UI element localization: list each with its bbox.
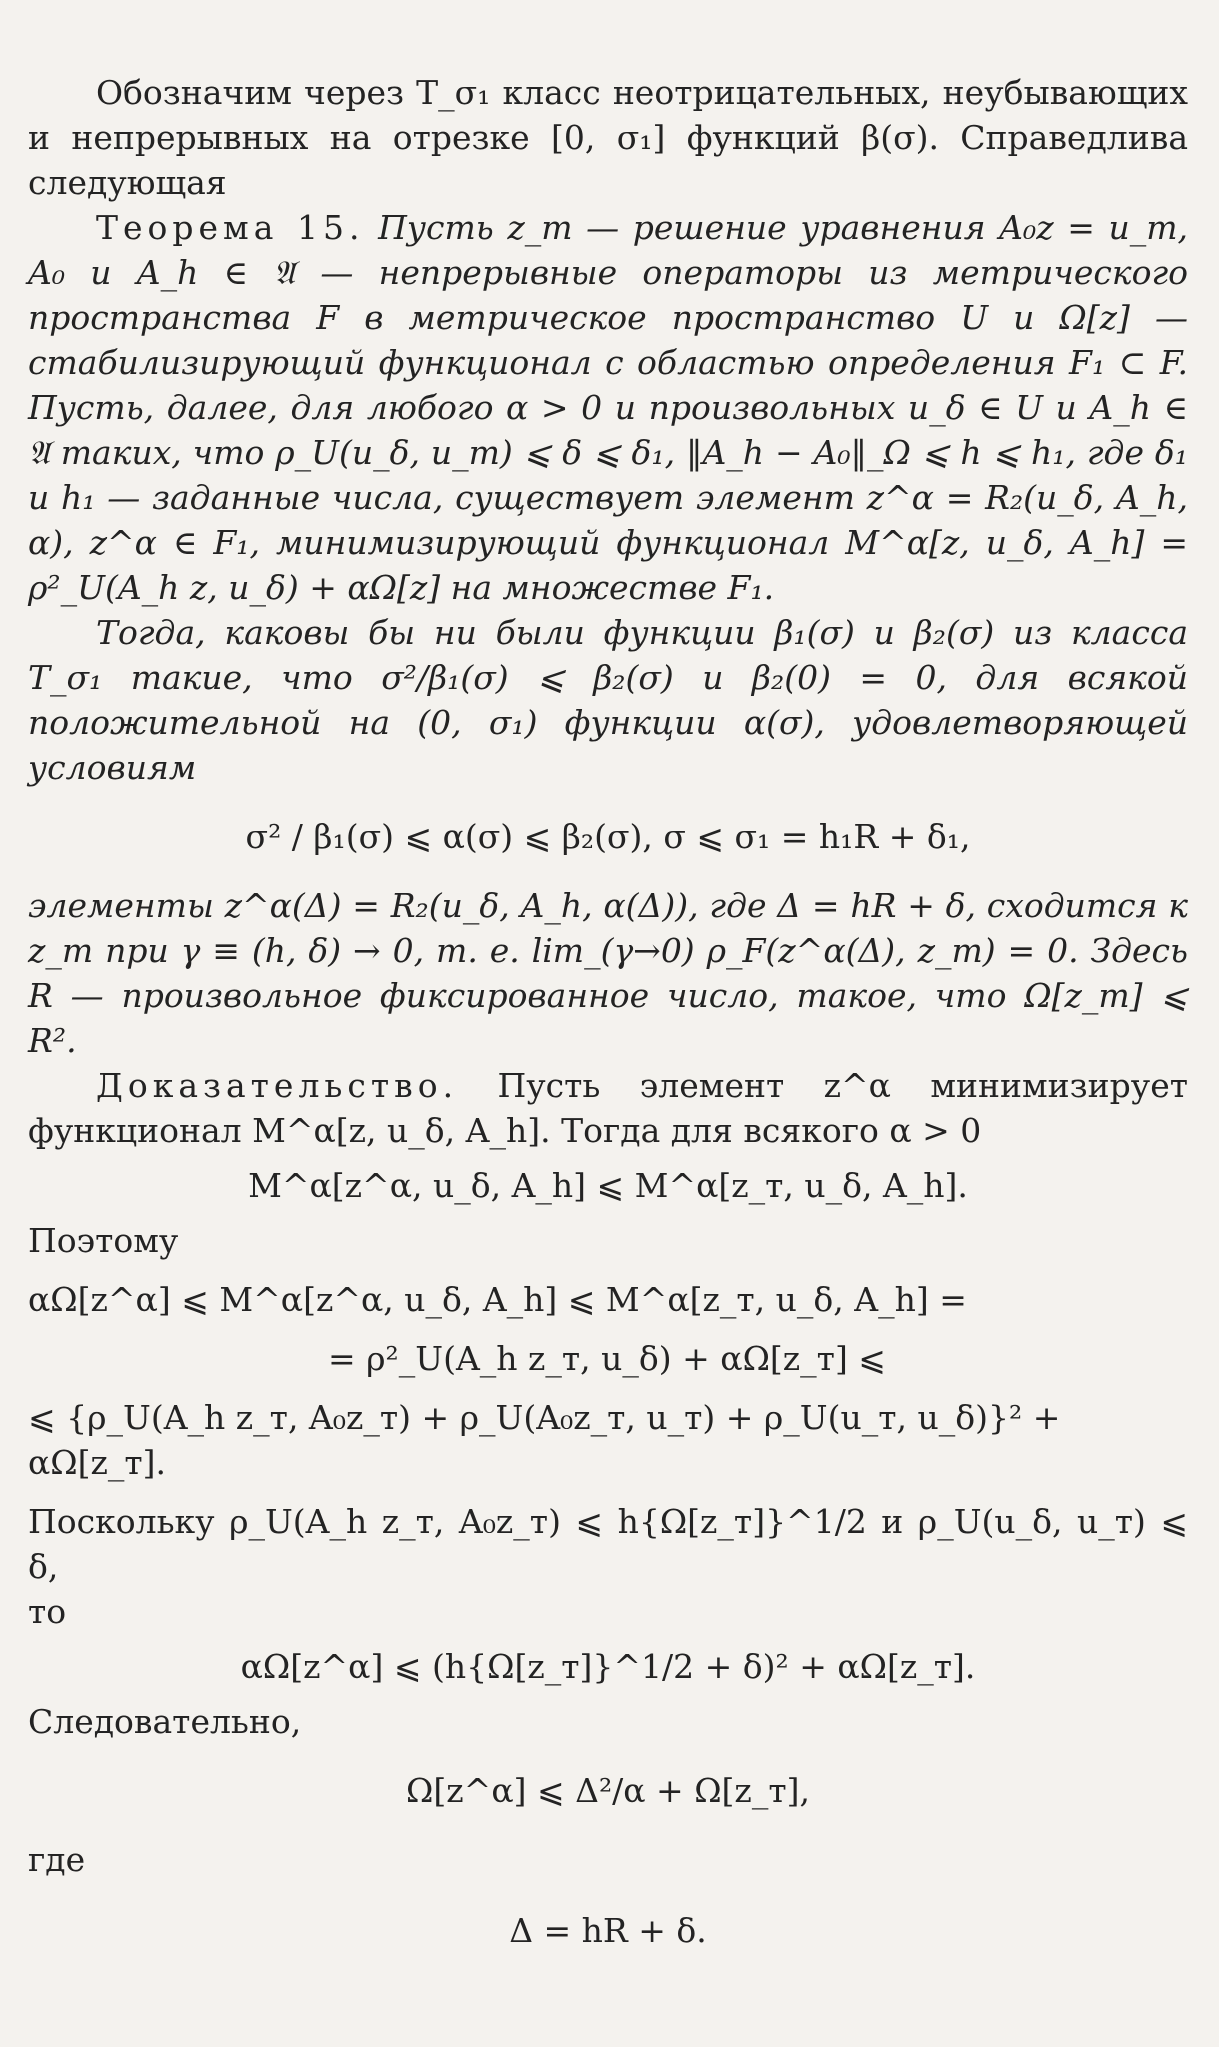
minimization-inequality: M^α[z^α, u_δ, A_h] ⩽ M^α[z_т, u_δ, A_h].	[248, 1166, 968, 1205]
result-formula: Ω[z^α] ⩽ Δ²/α + Ω[z_т],	[406, 1771, 810, 1810]
theorem-statement: Пусть z_т — решение уравнения A₀z = u_т, A₀ и A_h ∈ 𝔄 — непрерывные операторы из метрического пространства F в метрическое пространство U и Ω[z] — стабилизирующий функционал с областью определения F₁ ⊂ F. Пусть, далее, для любого α > 0 и произвольных u_δ ∈ U и A_h ∈ 𝔄 таких, что ρ_U(u_δ, u_т) ⩽ δ ⩽ δ₁, ‖A_h − A₀‖_Ω ⩽ h ⩽ h₁, где δ₁ и h₁ — заданные числа, существует элемент z^α = R₂(u_δ, A_h, α), z^α ∈ F₁, минимизирующий функционал M^α[z, u_δ, A_h] = ρ²_U(A_h z, u_δ) + αΩ[z] на множестве F₁.	[28, 208, 1189, 607]
condition-formula: σ² / β₁(σ) ⩽ α(σ) ⩽ β₂(σ), σ ⩽ σ₁ = h₁R + δ₁,	[245, 817, 971, 856]
inequality-chain-line-2: = ρ²_U(A_h z_т, u_δ) + αΩ[z_т] ⩽	[328, 1339, 886, 1378]
consequently-word: Следовательно,	[28, 1702, 302, 1741]
theorem-heading: Теорема 15.	[96, 208, 365, 247]
delta-definition: Δ = hR + δ.	[509, 1911, 707, 1950]
proof-heading: Доказательство.	[96, 1066, 459, 1105]
convergence-statement: элементы z^α(Δ) = R₂(u_δ, A_h, α(Δ)), где Δ = hR + δ, сходится к z_т при γ ≡ (h, δ) → 0, т. е. lim_(γ→0) ρ_F(z^α(Δ), z_т) = 0. Здесь R — произвольное фиксированное число, такое, что Ω[z_т] ⩽ R².	[28, 886, 1188, 1060]
page-content	[28, 70, 1188, 1953]
proof-paragraph	[28, 1063, 1188, 1153]
theorem-paragraph	[28, 205, 1188, 610]
therefore-word: Поэтому	[28, 1221, 179, 1260]
proof-text: Пусть элемент z^α минимизирует функционал M^α[z, u_δ, A_h]. Тогда для всякого α > 0	[28, 1066, 1188, 1150]
where-word: где	[28, 1840, 86, 1879]
inequality-chain-line-1: αΩ[z^α] ⩽ M^α[z^α, u_δ, A_h] ⩽ M^α[z_т, u_δ, A_h] =	[28, 1280, 967, 1319]
intro-paragraph: Обозначим через T_σ₁ класс неотрицательных, неубывающих и непрерывных на отрезке [0, σ₁] функций β(σ). Справедлива следующая	[28, 73, 1188, 202]
bound-formula: αΩ[z^α] ⩽ (h{Ω[z_т]}^1/2 + δ)² + αΩ[z_т].	[240, 1647, 976, 1686]
inequality-chain-line-3: ⩽ {ρ_U(A_h z_т, A₀z_т) + ρ_U(A₀z_т, u_т) + ρ_U(u_т, u_δ)}² + αΩ[z_т].	[28, 1398, 1061, 1482]
theorem-conclusion: Тогда, каковы бы ни были функции β₁(σ) и β₂(σ) из класса T_σ₁ такие, что σ²/β₁(σ) ⩽ β₂(σ) и β₂(0) = 0, для всякой положительной на (0, σ₁) функции α(σ), удовлетворяющей условиям	[28, 613, 1188, 787]
since-statement: Поскольку ρ_U(A_h z_т, A₀z_т) ⩽ h{Ω[z_т]}^1/2 и ρ_U(u_δ, u_т) ⩽ δ,	[28, 1502, 1188, 1586]
then-word: то	[28, 1592, 67, 1631]
